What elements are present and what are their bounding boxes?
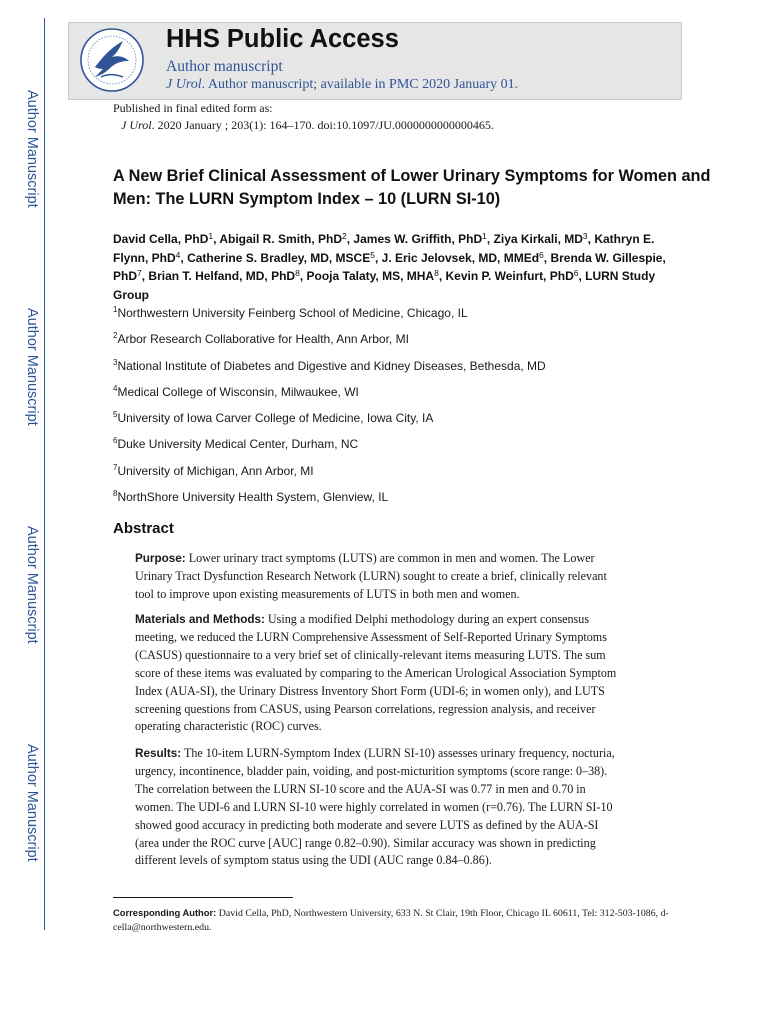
affiliation-text: Duke University Medical Center, Durham, NC — [117, 437, 359, 452]
affiliation-number: 5 — [113, 410, 118, 420]
banner-subtitle: Author manuscript — [166, 58, 283, 75]
affiliation-text: Medical College of Wisconsin, Milwaukee, WI — [117, 384, 359, 399]
corresponding-author-note — [113, 906, 673, 934]
affiliation-number: 1 — [113, 305, 118, 314]
affiliation-number: 3 — [113, 357, 118, 367]
author-separator: , — [346, 232, 354, 246]
author-affiliation-marker: 5 — [370, 249, 375, 260]
banner-journal-line — [166, 77, 518, 93]
author-affiliation-marker: 1 — [208, 231, 214, 241]
author-affiliation-marker: 4 — [175, 249, 181, 260]
hhs-banner — [68, 22, 682, 100]
author-manuscript-label-3: Author Manuscript — [24, 526, 40, 644]
affiliation-number: 2 — [113, 331, 118, 341]
banner-journal-name: J Urol — [166, 77, 202, 92]
author-name: LURN Study Group — [113, 269, 656, 302]
results-text: The 10-item LURN-Symptom Index (LURN SI-10) assesses urinary frequency, nocturia, urgency, incontinence, bladder pain, voiding, and post-micturition symptoms (score range: 0–38). The correlation between the LURN SI-10 score and the AUA-SI was 0.77 in men and 0.70 in women. The UDI-6 and LURN SI-10 were highly correlated in women (r=0.76). The LURN SI-10 showed good accuracy in predicting both moderate and severe LUTS as defined by the AUA-SI (area under the ROC curve [AUC] range 0.82–0.90). Similar accuracy was shown in predicting different levels of symptom status using the UDI (AUC range 0.84–0.86). — [135, 746, 615, 868]
author-list — [113, 230, 673, 304]
author-name: J. Eric Jelovsek, MD, MMEd — [381, 250, 540, 265]
results-label: Results: — [135, 747, 182, 760]
author-affiliation-marker: 2 — [342, 231, 347, 241]
author-affiliation-marker: 7 — [137, 268, 142, 278]
affiliation-text: University of Iowa Carver College of Medicine, Iowa City, IA — [117, 411, 434, 426]
purpose-text: Lower urinary tract symptoms (LUTS) are common in men and women. The Lower Urinary Tract Dysfunction Research Network (LURN) sought to create a brief, clinically relevant tool to improve upon existing measurements of LUTS in both men and women. — [135, 551, 607, 601]
affiliation-number: 8 — [113, 489, 118, 499]
affiliation-item — [113, 304, 713, 330]
affiliation-item — [113, 383, 713, 409]
affiliation-number: 7 — [113, 462, 118, 472]
affiliation-item — [113, 462, 713, 488]
author-affiliation-marker: 6 — [573, 268, 579, 278]
affiliation-text: National Institute of Diabetes and Digestive and Kidney Diseases, Bethesda, MD — [117, 358, 546, 373]
author-name: Brian T. Helfand, MD, PhD — [148, 269, 296, 283]
author-manuscript-label-2: Author Manuscript — [24, 308, 40, 426]
banner-availability: . Author manuscript; available in PMC 2020 January 01. — [201, 77, 519, 92]
methods-label: Materials and Methods: — [135, 613, 265, 626]
abstract-purpose — [135, 550, 625, 604]
citation-text: . 2020 January ; 203(1): 164–170. doi:10.1097/JU.0000000000000465. — [151, 118, 494, 132]
affiliation-text: University of Michigan, Ann Arbor, MI — [117, 463, 314, 478]
author-affiliation-marker: 1 — [482, 231, 487, 241]
corresponding-text: David Cella, PhD, Northwestern University, 633 N. St Clair, 19th Floor, Chicago IL 60611, Tel: 312-503-1086, d-cella@northwestern.edu. — [113, 908, 669, 933]
affiliation-text: NorthShore University Health System, Glenview, IL — [117, 490, 389, 505]
publication-info — [113, 100, 494, 134]
affiliation-number: 6 — [113, 436, 118, 446]
affiliation-text: Northwestern University Feinberg School of Medicine, Chicago, IL — [117, 306, 468, 320]
author-affiliation-marker: 3 — [582, 231, 588, 241]
affiliation-item — [113, 435, 713, 461]
author-name: Kathryn E. Flynn, PhD — [113, 232, 655, 265]
author-name: Pooja Talaty, MS, MHA — [306, 269, 435, 283]
published-label: Published in final edited form as: — [113, 101, 273, 115]
footnote-rule — [113, 897, 293, 898]
author-name: Kevin P. Weinfurt, PhD — [445, 269, 574, 283]
affiliation-text: Arbor Research Collaborative for Health, Ann Arbor, MI — [117, 332, 409, 347]
affiliation-number: 4 — [113, 383, 118, 393]
author-affiliation-marker: 8 — [295, 268, 300, 278]
author-separator: , — [141, 269, 149, 283]
author-affiliation-marker: 6 — [539, 249, 544, 260]
author-separator: , — [587, 232, 595, 246]
abstract-heading: Abstract — [113, 520, 174, 537]
abstract-results — [135, 745, 625, 870]
author-name: David Cella, PhD — [113, 232, 209, 246]
banner-title: HHS Public Access — [166, 25, 399, 53]
author-separator: , — [578, 269, 586, 283]
affiliation-item — [113, 409, 713, 435]
corresponding-label: Corresponding Author: — [113, 907, 217, 918]
citation-journal: J Urol — [121, 118, 152, 132]
article-title: A New Brief Clinical Assessment of Lower Urinary Symptoms for Women and Men: The LURN Symptom Index – 10 (LURN SI-10) — [113, 167, 711, 208]
purpose-label: Purpose: — [135, 552, 186, 565]
author-manuscript-label-1: Author Manuscript — [24, 90, 40, 208]
citation-line — [113, 117, 494, 134]
affiliation-list — [113, 304, 713, 514]
author-separator: , — [374, 250, 382, 265]
author-name: Brenda W. Gillespie, PhD — [113, 250, 666, 283]
affiliation-item — [113, 357, 713, 383]
author-separator: , — [438, 269, 446, 283]
author-separator: , — [543, 250, 551, 265]
methods-text: Using a modified Delphi methodology during an expert consensus meeting, we reduced the LURN Comprehensive Assessment of Self-Reported Urinary Symptoms (CASUS) questionnaire to a very brief set of clinically-relevant items measuring LUTS. The sum score of these items was evaluated by comparing to the American Urological Association Symptom Index (AUA-SI), the Urinary Distress Inventory Short Form (UDI-6; in women only), and LUTS screening questions from CASUS, using Pearson correlations, regression analysis, and receiver operating characteristic (ROC) curves. — [135, 612, 617, 734]
affiliation-item — [113, 488, 713, 514]
author-separator: , — [299, 269, 307, 283]
author-manuscript-label-4: Author Manuscript — [24, 744, 40, 862]
author-separator: , — [486, 232, 494, 246]
author-name: James W. Griffith, PhD — [353, 232, 483, 246]
author-separator: , — [180, 250, 188, 265]
affiliation-item — [113, 330, 713, 356]
hhs-eagle-seal-icon — [79, 27, 145, 93]
author-name: Catherine S. Bradley, MD, MSCE — [187, 250, 371, 265]
author-separator: , — [213, 232, 220, 246]
margin-rule — [44, 18, 45, 930]
author-name: Abigail R. Smith, PhD — [219, 232, 343, 246]
author-name: Ziya Kirkali, MD — [493, 232, 583, 246]
author-affiliation-marker: 8 — [434, 268, 439, 278]
abstract-methods — [135, 611, 625, 736]
